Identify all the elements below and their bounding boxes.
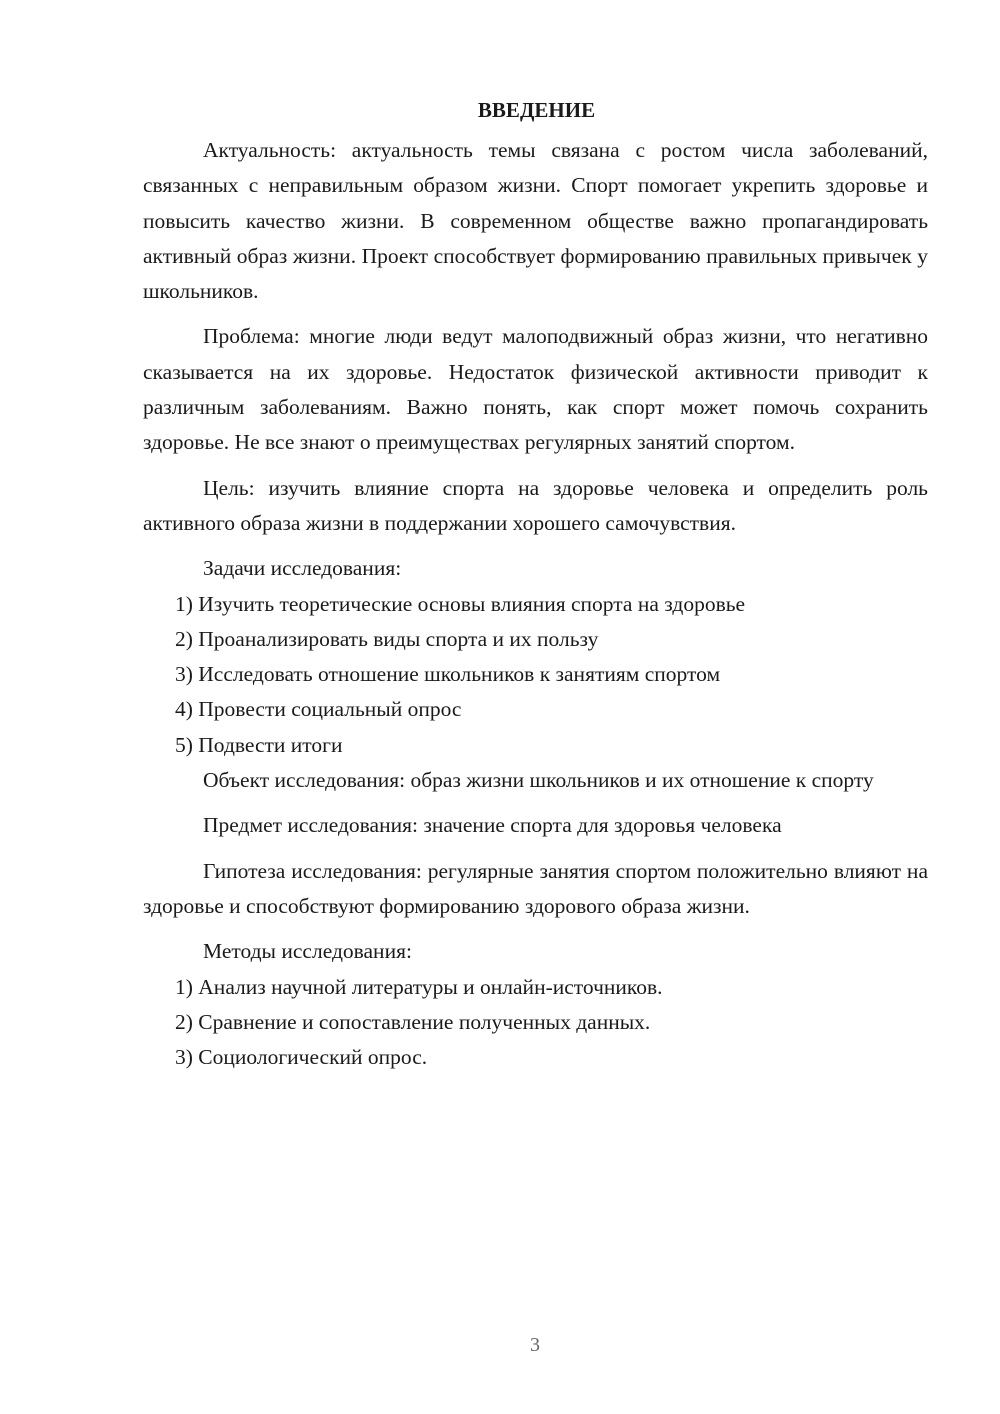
- task-item: 2) Проанализировать виды спорта и их пользу: [175, 626, 599, 651]
- tasks-list: [143, 587, 928, 763]
- tasks-heading: Задачи исследования:: [203, 556, 402, 581]
- relevance-paragraph: Актуальность: актуальность темы связана с ростом числа заболеваний, связанных с неправильным образом жизни. Спорт помогает укрепить здоровье и повысить качество жизни. В современном обществе важно пропагандировать активный образ жизни. Проект способствует формированию правильных привычек у школьников.: [143, 138, 928, 304]
- page-number: 3: [530, 1334, 540, 1356]
- document-title: ВВЕДЕНИЕ: [477, 98, 596, 122]
- task-item: 3) Исследовать отношение школьников к занятиям спортом: [175, 662, 721, 687]
- task-item: 1) Изучить теоретические основы влияния спорта на здоровье: [175, 591, 746, 616]
- task-item: 5) Подвести итоги: [175, 732, 343, 757]
- method-item: 3) Социологический опрос.: [175, 1045, 428, 1070]
- method-item: 2) Сравнение и сопоставление полученных данных.: [175, 1009, 651, 1034]
- document-page: [143, 93, 928, 1075]
- methods-heading: Методы исследования:: [203, 939, 412, 964]
- hypothesis-paragraph: Гипотеза исследования: регулярные занятия спортом положительно влияют на здоровье и способствуют формированию здорового образа жизни.: [143, 858, 928, 918]
- task-item: 4) Провести социальный опрос: [175, 697, 462, 722]
- method-item: 1) Анализ научной литературы и онлайн-источников.: [175, 974, 663, 999]
- goal-paragraph: Цель: изучить влияние спорта на здоровье человека и определить роль активного образа жизни в поддержании хорошего самочувствия.: [143, 475, 928, 535]
- methods-list: [143, 970, 928, 1076]
- object-paragraph: Объект исследования: образ жизни школьников и их отношение к спорту: [203, 768, 874, 793]
- subject-paragraph: Предмет исследования: значение спорта для здоровья человека: [203, 813, 782, 838]
- problem-paragraph: Проблема: многие люди ведут малоподвижный образ жизни, что негативно сказывается на их здоровье. Недостаток физической активности приводит к различным заболеваниям. Важно понять, как спорт может помочь сохранить здоровье. Не все знают о преимуществах регулярных занятий спортом.: [143, 324, 928, 455]
